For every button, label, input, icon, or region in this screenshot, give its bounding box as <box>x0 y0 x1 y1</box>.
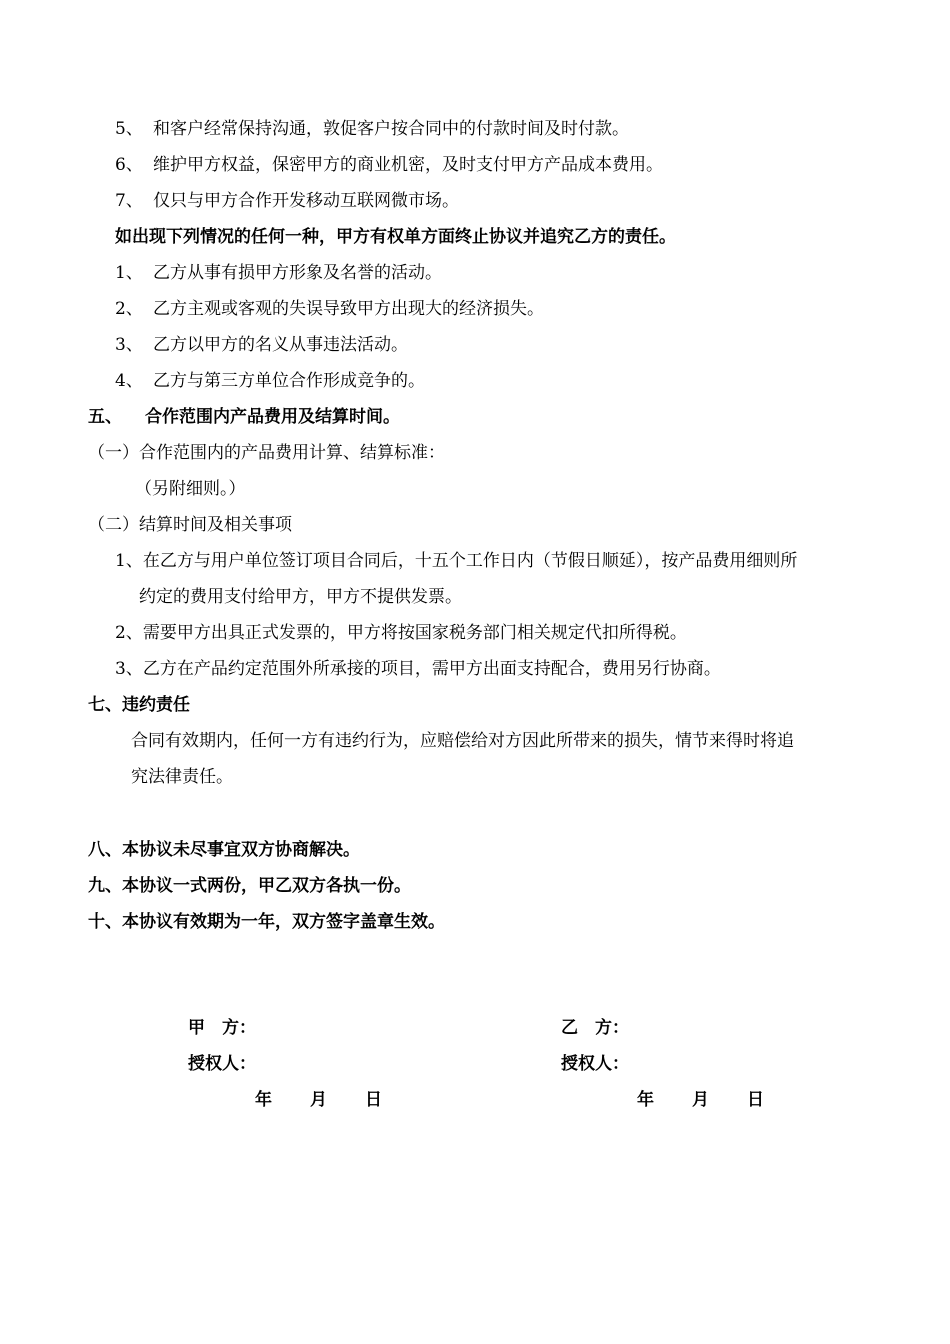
section-5-item-3: 3、乙方在产品约定范围外所承接的项目，需甲方出面支持配合，费用另行协商。 <box>115 659 721 679</box>
party-b-label: 乙 方： <box>561 1018 629 1038</box>
termination-item-2: 2、 乙方主观或客观的失误导致甲方出现大的经济损失。 <box>115 299 544 319</box>
authorized-a-label: 授权人： <box>188 1054 256 1074</box>
section-5-heading: 五、 合作范围内产品费用及结算时间。 <box>88 407 400 427</box>
duty-item-5: 5、 和客户经常保持沟通，敦促客户按合同中的付款时间及时付款。 <box>115 119 629 139</box>
section-5-sub1-note: （另附细则。） <box>135 479 246 499</box>
termination-item-4: 4、 乙方与第三方单位合作形成竞争的。 <box>115 371 425 391</box>
date-b-day: 日 <box>747 1090 764 1110</box>
termination-item-3: 3、 乙方以甲方的名义从事违法活动。 <box>115 335 408 355</box>
termination-item-1: 1、 乙方从事有损甲方形象及名誉的活动。 <box>115 263 442 283</box>
section-9: 九、本协议一式两份，甲乙双方各执一份。 <box>88 876 411 896</box>
date-a-year: 年 <box>255 1090 272 1110</box>
authorized-b-label: 授权人： <box>561 1054 629 1074</box>
party-a-label: 甲 方： <box>188 1018 256 1038</box>
section-10: 十、本协议有效期为一年，双方签字盖章生效。 <box>88 912 445 932</box>
section-5-item-2: 2、需要甲方出具正式发票的，甲方将按国家税务部门相关规定代扣所得税。 <box>115 623 687 643</box>
section-8: 八、本协议未尽事宜双方协商解决。 <box>88 840 360 860</box>
date-b-month: 月 <box>692 1090 709 1110</box>
section-5-item-1-line-1: 1、在乙方与用户单位签订项目合同后，十五个工作日内（节假日顺延），按产品费用细则所 <box>115 551 798 571</box>
date-b-year: 年 <box>637 1090 654 1110</box>
section-5-item-1-line-2: 约定的费用支付给甲方，甲方不提供发票。 <box>139 587 462 607</box>
date-a <box>255 1089 382 1111</box>
section-7-line-2: 究法律责任。 <box>131 767 233 787</box>
section-7-heading: 七、违约责任 <box>88 695 190 715</box>
date-a-month: 月 <box>310 1090 327 1110</box>
termination-heading: 如出现下列情况的任何一种，甲方有权单方面终止协议并追究乙方的责任。 <box>115 227 676 247</box>
duty-item-6: 6、 维护甲方权益，保密甲方的商业机密，及时支付甲方产品成本费用。 <box>115 155 663 175</box>
date-b <box>637 1089 764 1111</box>
section-5-sub1: （一）合作范围内的产品费用计算、结算标准： <box>88 443 445 463</box>
section-5-sub2: （二）结算时间及相关事项 <box>88 515 292 535</box>
section-7-line-1: 合同有效期内，任何一方有违约行为，应赔偿给对方因此所带来的损失，情节来得时将追 <box>131 731 794 751</box>
duty-item-7: 7、 仅只与甲方合作开发移动互联网微市场。 <box>115 191 459 211</box>
date-a-day: 日 <box>365 1090 382 1110</box>
